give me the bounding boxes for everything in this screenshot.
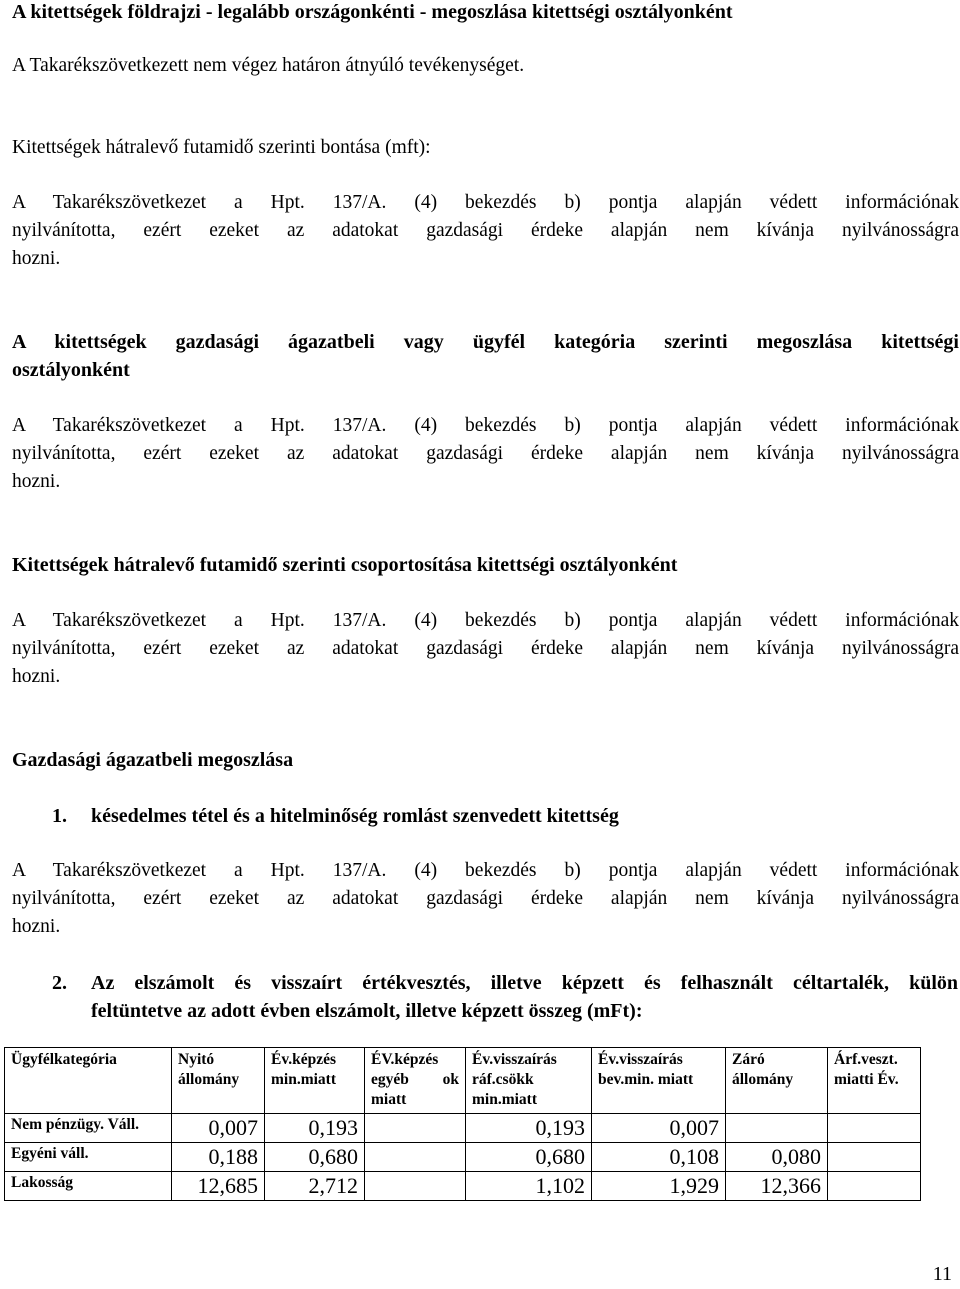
cell-value: 0,193 — [265, 1114, 365, 1143]
list-number: 2. — [52, 972, 67, 994]
cell-value: 0,108 — [592, 1143, 726, 1172]
header-reversal-income: Év.visszaírás bev.min. miatt — [592, 1048, 726, 1114]
list-number: 1. — [52, 805, 67, 827]
header-customer-category: Ügyfélkategória — [5, 1048, 172, 1114]
table-row — [5, 1172, 921, 1201]
cell-value: 0,080 — [726, 1143, 828, 1172]
cell-value — [828, 1114, 921, 1143]
paragraph-line: hozni. — [12, 248, 61, 269]
geographic-text: A Takarékszövetkezett nem végez határon átnyúló tevékenységet. — [12, 55, 525, 76]
table-header-row — [5, 1048, 921, 1114]
cell-value — [365, 1114, 466, 1143]
cell-value — [828, 1143, 921, 1172]
header-formation-other: ÉV.képzés egyéb ok miatt — [365, 1048, 466, 1114]
cell-value — [726, 1114, 828, 1143]
paragraph-line: nyilvánította, ezért ezeket az adatokat gazdasági érdeke alapján nem kívánja nyilvánosságra — [12, 220, 959, 241]
header-reversal-cost: Év.visszaírás ráf.csökk min.miatt — [466, 1048, 592, 1114]
row-category: Nem pénzügy. Váll. — [5, 1114, 172, 1143]
cell-value: 2,712 — [265, 1172, 365, 1201]
page-number: 11 — [932, 1263, 952, 1285]
impairment-table — [4, 1047, 921, 1201]
header-fx-loss: Árf.veszt. miatti Év. — [828, 1048, 921, 1114]
heading-maturity-grouping: Kitettségek hátralevő futamidő szerinti csoportosítása kitettségi osztályonként — [12, 554, 678, 576]
cell-value: 0,007 — [172, 1114, 265, 1143]
cell-value: 0,007 — [592, 1114, 726, 1143]
header-opening-balance: Nyitó állomány — [172, 1048, 265, 1114]
cell-value: 0,680 — [466, 1143, 592, 1172]
list-item-heading: késedelmes tétel és a hitelminőség romlást szenvedett kitettség — [91, 805, 619, 827]
paragraph-line: hozni. — [12, 666, 61, 687]
paragraph-line: hozni. — [12, 916, 61, 937]
cell-value: 12,685 — [172, 1172, 265, 1201]
cell-value: 0,193 — [466, 1114, 592, 1143]
heading-maturity-breakdown: Kitettségek hátralevő futamidő szerinti bontása (mft): — [12, 137, 431, 158]
row-category: Lakosság — [5, 1172, 172, 1201]
paragraph-line: A Takarékszövetkezet a Hpt. 137/A. (4) bekezdés b) pontja alapján védett információnak — [12, 860, 959, 881]
paragraph-line: nyilvánította, ezért ezeket az adatokat gazdasági érdeke alapján nem kívánja nyilvánosságra — [12, 443, 959, 464]
heading-sector-distribution: A kitettségek gazdasági ágazatbeli vagy ügyfél kategória szerinti megoszlása kitettségi — [12, 331, 959, 353]
row-category: Egyéni váll. — [5, 1143, 172, 1172]
cell-value: 1,102 — [466, 1172, 592, 1201]
heading-sector-distribution-cont: osztályonként — [12, 359, 130, 381]
list-item-heading: Az elszámolt és visszaírt értékvesztés, illetve képzett és felhasznált céltartalék, külön — [91, 972, 958, 994]
cell-value: 0,680 — [265, 1143, 365, 1172]
table-row — [5, 1114, 921, 1143]
paragraph-line: A Takarékszövetkezet a Hpt. 137/A. (4) bekezdés b) pontja alapján védett információnak — [12, 610, 959, 631]
table-row — [5, 1143, 921, 1172]
header-closing-balance: Záró állomány — [726, 1048, 828, 1114]
paragraph-line: A Takarékszövetkezet a Hpt. 137/A. (4) bekezdés b) pontja alapján védett információnak — [12, 415, 959, 436]
paragraph-line: nyilvánította, ezért ezeket az adatokat gazdasági érdeke alapján nem kívánja nyilvánosságra — [12, 888, 959, 909]
list-item-heading-cont: feltüntetve az adott évben elszámolt, illetve képzett összeg (mFt): — [91, 1000, 643, 1022]
paragraph-line: hozni. — [12, 471, 61, 492]
cell-value — [365, 1143, 466, 1172]
cell-value: 1,929 — [592, 1172, 726, 1201]
cell-value: 0,188 — [172, 1143, 265, 1172]
cell-value — [828, 1172, 921, 1201]
cell-value: 12,366 — [726, 1172, 828, 1201]
paragraph-line: nyilvánította, ezért ezeket az adatokat gazdasági érdeke alapján nem kívánja nyilvánosságra — [12, 638, 959, 659]
paragraph-line: A Takarékszövetkezet a Hpt. 137/A. (4) bekezdés b) pontja alapján védett információnak — [12, 192, 959, 213]
heading-geographic-distribution: A kitettségek földrajzi - legalább országonkénti - megoszlása kitettségi osztályonként — [12, 1, 733, 23]
heading-economic-sector: Gazdasági ágazatbeli megoszlása — [12, 749, 294, 771]
cell-value — [365, 1172, 466, 1201]
header-formation-minimum: Év.képzés min.miatt — [265, 1048, 365, 1114]
